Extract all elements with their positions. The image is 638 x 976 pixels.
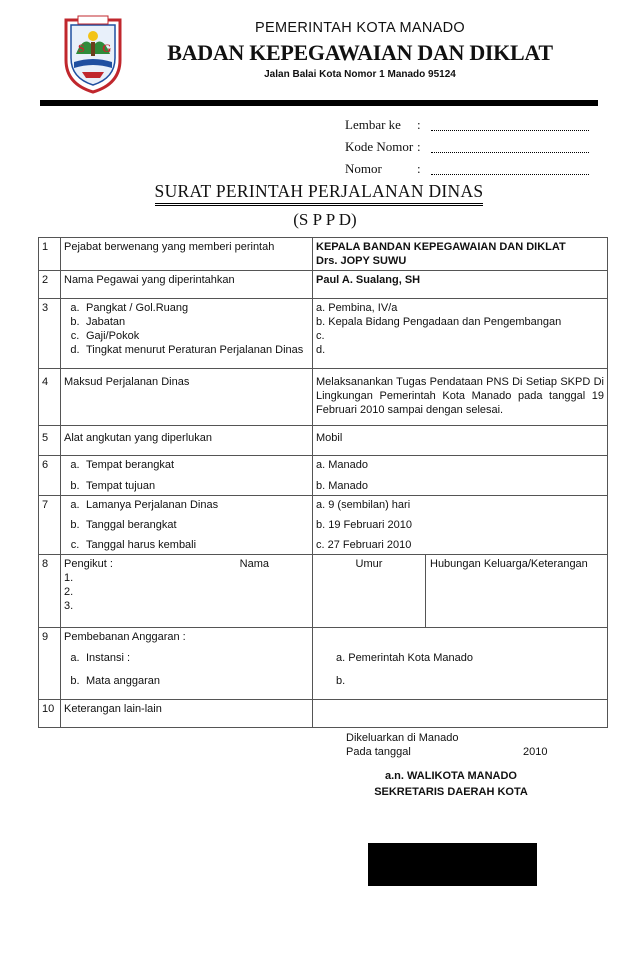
meta-blank xyxy=(431,144,589,153)
row-answer: Melaksanankan Tugas Pendataan PNS Di Setiap SKPD Di Lingkungan Pemerintah Kota Manado pada tanggal 19 Februari 2010 sampai dengan selesai. xyxy=(313,369,608,426)
sub-text: Tanggal harus kembali xyxy=(86,539,197,551)
sub-key: a. xyxy=(70,499,80,511)
row-question xyxy=(61,456,313,496)
svg-text:G: G xyxy=(102,41,112,55)
sub-text: Lamanya Perjalanan Dinas xyxy=(86,499,219,511)
sub-item xyxy=(64,301,309,315)
header-rule xyxy=(40,100,598,106)
sub-key: c. xyxy=(70,539,80,551)
document-title xyxy=(0,181,638,206)
answer-line: b. 19 Februari 2010 xyxy=(316,519,413,531)
city-emblem-logo xyxy=(62,14,124,94)
meta-lembar xyxy=(345,117,589,133)
answer-line: d. xyxy=(316,344,326,356)
sub-item xyxy=(64,315,309,329)
table-row xyxy=(39,271,608,299)
sub-item xyxy=(64,458,309,472)
sub-text: Tingkat menurut Peraturan Perjalanan Dinas xyxy=(86,344,304,356)
follower-list-item: 1. xyxy=(64,572,74,584)
meta-kode-nomor xyxy=(345,139,589,155)
sub-item xyxy=(64,343,309,357)
sub-key: b. xyxy=(70,480,80,492)
redacted-signature-block xyxy=(368,843,537,886)
sub-text: Tempat tujuan xyxy=(86,480,156,492)
answer-line: Drs. JOPY SUWU xyxy=(316,255,407,267)
answer-line: a. 9 (sembilan) hari xyxy=(316,499,411,511)
follower-list-item: 2. xyxy=(64,586,74,598)
row-answer xyxy=(313,555,608,628)
sub-item xyxy=(64,674,309,688)
row-question xyxy=(61,628,313,700)
row-question: Keterangan lain-lain xyxy=(61,700,313,728)
date-year: 2010 xyxy=(523,746,548,758)
table-row xyxy=(39,496,608,555)
sub-text: Instansi : xyxy=(86,652,131,664)
follower-name-label: Nama xyxy=(239,558,269,570)
row-question: Maksud Perjalanan Dinas xyxy=(61,369,313,426)
signatory-on-behalf: a.n. WALIKOTA MANADO xyxy=(385,770,517,782)
answer-line: c. 27 Februari 2010 xyxy=(316,539,412,551)
meta-colon: : xyxy=(417,161,421,176)
answer-line: c. xyxy=(316,330,325,342)
follower-columns xyxy=(313,555,607,627)
sub-text: Mata anggaran xyxy=(86,675,160,687)
meta-label: Lembar ke xyxy=(345,117,401,132)
row-number: 3 xyxy=(39,299,61,369)
sub-key: a. xyxy=(70,652,80,664)
row-answer: Paul A. Sualang, SH xyxy=(313,271,608,299)
sub-key: b. xyxy=(70,519,80,531)
sub-text: Pangkat / Gol.Ruang xyxy=(86,302,189,314)
answer-line: b. Kepala Bidang Pengadaan dan Pengembangan xyxy=(316,316,562,328)
document-title-text: SURAT PERINTAH PERJALANAN DINAS xyxy=(155,181,484,206)
row-answer xyxy=(313,456,608,496)
sub-key: c. xyxy=(70,330,80,342)
row-question xyxy=(61,299,313,369)
sub-text: Gaji/Pokok xyxy=(86,330,140,342)
row-answer xyxy=(313,628,608,700)
row-question: Nama Pegawai yang diperintahkan xyxy=(61,271,313,299)
table-row xyxy=(39,456,608,496)
row-answer xyxy=(313,700,608,728)
sub-item xyxy=(64,329,309,343)
table-row xyxy=(39,299,608,369)
row-number: 6 xyxy=(39,456,61,496)
row-question: Alat angkutan yang diperlukan xyxy=(61,426,313,456)
issued-date xyxy=(346,746,546,758)
meta-colon: : xyxy=(417,117,421,132)
row-answer xyxy=(313,496,608,555)
budget-label: Pembebanan Anggaran : xyxy=(64,631,186,643)
sub-key: b. xyxy=(70,316,80,328)
sub-item xyxy=(64,651,309,665)
sub-text: Tempat berangkat xyxy=(86,459,175,471)
row-question xyxy=(61,555,313,628)
follower-label: Pengikut : xyxy=(64,558,113,570)
sub-item xyxy=(64,518,309,532)
sub-item xyxy=(64,538,309,552)
meta-colon: : xyxy=(417,139,421,154)
sub-item xyxy=(64,498,309,512)
table-row xyxy=(39,426,608,456)
answer-line: a. Manado xyxy=(316,459,368,471)
sub-text: Tanggal berangkat xyxy=(86,519,177,531)
sub-key: a. xyxy=(70,459,80,471)
age-column-label: Umur xyxy=(355,558,383,570)
row-number: 2 xyxy=(39,271,61,299)
meta-blank xyxy=(431,122,589,131)
meta-label: Nomor xyxy=(345,161,382,176)
row-answer xyxy=(313,238,608,271)
table-row xyxy=(39,238,608,271)
follower-list-item: 3. xyxy=(64,600,74,612)
row-question xyxy=(61,496,313,555)
issued-place: Dikeluarkan di Manado xyxy=(346,732,459,744)
row-number: 10 xyxy=(39,700,61,728)
date-label: Pada tanggal xyxy=(346,746,411,758)
sppd-table xyxy=(38,237,608,728)
answer-line: b. xyxy=(336,675,346,687)
answer-line: b. Manado xyxy=(316,480,368,492)
sub-text: Jabatan xyxy=(86,316,126,328)
row-number: 5 xyxy=(39,426,61,456)
table-row xyxy=(39,700,608,728)
row-question: Pejabat berwenang yang memberi perintah xyxy=(61,238,313,271)
document-subtitle: (S P P D) xyxy=(293,210,357,229)
row-number: 1 xyxy=(39,238,61,271)
header-government: PEMERINTAH KOTA MANADO xyxy=(255,20,465,36)
meta-nomor xyxy=(345,161,589,177)
row-number: 4 xyxy=(39,369,61,426)
row-number: 9 xyxy=(39,628,61,700)
meta-blank xyxy=(431,166,589,175)
sub-key: b. xyxy=(70,675,80,687)
table-row xyxy=(39,555,608,628)
sub-item xyxy=(64,479,309,493)
sub-key: a. xyxy=(70,302,80,314)
row-answer: Mobil xyxy=(313,426,608,456)
answer-line: a. Pembina, IV/a xyxy=(316,302,398,314)
table-row xyxy=(39,369,608,426)
signatory-title: SEKRETARIS DAERAH KOTA xyxy=(374,786,528,798)
meta-label: Kode Nomor xyxy=(345,139,414,154)
svg-text:S: S xyxy=(78,41,85,55)
row-number: 8 xyxy=(39,555,61,628)
row-answer xyxy=(313,299,608,369)
answer-line: a. Pemerintah Kota Manado xyxy=(336,652,473,664)
table-row xyxy=(39,628,608,700)
answer-line: KEPALA BANDAN KEPEGAWAIAN DAN DIKLAT xyxy=(316,241,566,253)
sub-key: d. xyxy=(70,344,80,356)
follower-header xyxy=(64,557,309,571)
header-address: Jalan Balai Kota Nomor 1 Manado 95124 xyxy=(264,69,456,80)
relation-column-label: Hubungan Keluarga/Keterangan xyxy=(425,555,607,627)
header-agency: BADAN KEPEGAWAIAN DAN DIKLAT xyxy=(167,40,553,65)
row-number: 7 xyxy=(39,496,61,555)
